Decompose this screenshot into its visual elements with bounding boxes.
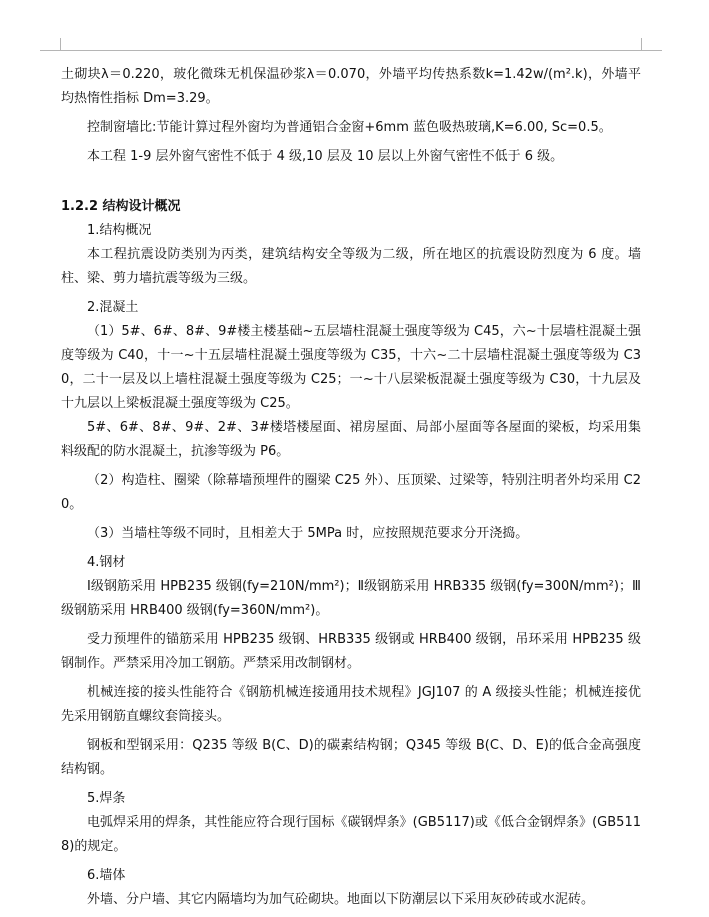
crop-mark-right-vertical [641, 38, 642, 51]
subsection-title: 2.混凝土 [87, 300, 139, 315]
paragraph: 电弧焊采用的焊条，其性能应符合现行国标《碳钢焊条》(GB5117)或《低合金钢焊条》(GB5118)的规定。 [61, 815, 641, 854]
paragraph: 外墙、分户墙、其它内隔墙均为加气砼砌块。地面以下防潮层以下采用灰砂砖或水泥砖。 [87, 892, 595, 907]
paragraph: 土砌块λ＝0.220，玻化微珠无机保温砂浆λ＝0.070，外墙平均传热系数k=1.42w/(m².k)，外墙平均热惰性指标 Dm=3.29。 [61, 67, 641, 106]
crop-mark-right [641, 50, 662, 51]
section-heading: 1.2.2 结构设计概况 [61, 199, 181, 214]
paragraph: Ⅰ级钢筋采用 HPB235 级钢(fy=210N/mm²)；Ⅱ级钢筋采用 HRB335 级钢(fy=300N/mm²)；Ⅲ级钢筋采用 HRB400 级钢(fy=360N/mm²)。 [61, 579, 641, 618]
paragraph: 本工程 1-9 层外窗气密性不低于 4 级,10 层及 10 层以上外窗气密性不低于 6 级。 [87, 149, 564, 164]
subsection-title: 1.结构概况 [87, 223, 152, 238]
paragraph: 本工程抗震设防类别为丙类，建筑结构安全等级为二级，所在地区的抗震设防烈度为 6 度。墙柱、梁、剪力墙抗震等级为三级。 [61, 247, 641, 286]
subsection-title: 5.焊条 [87, 791, 126, 806]
paragraph: （1）5#、6#、8#、9#楼主楼基础~五层墙柱混凝土强度等级为 C45，六~十层墙柱混凝土强度等级为 C40，十一~十五层墙柱混凝土强度等级为 C35，十六~二十层墙柱混凝土强度等级为 C30，二十一层及以上墙柱混凝土强度等级为 C25；一~十八层梁板混凝土强度等级为 C30，十九层及十九层以上梁板混凝土强度等级为 C25。 [61, 324, 641, 411]
subsection-title: 4.钢材 [87, 555, 126, 570]
paragraph: （3）当墙柱等级不同时，且相差大于 5MPa 时，应按照规范要求分开浇捣。 [87, 526, 529, 541]
crop-mark-left [40, 50, 61, 51]
paragraph: 控制窗墙比:节能计算过程外窗均为普通铝合金窗+6mm 蓝色吸热玻璃,K=6.00, Sc=0.5。 [87, 120, 612, 135]
subsection-title: 6.墙体 [87, 868, 126, 883]
paragraph: 5#、6#、8#、9#、2#、3#楼塔楼屋面、裙房屋面、局部小屋面等各屋面的梁板，均采用集料级配的防水混凝土，抗渗等级为 P6。 [61, 420, 641, 459]
paragraph: 机械连接的接头性能符合《钢筋机械连接通用技术规程》JGJ107 的 A 级接头性能；机械连接优先采用钢筋直螺纹套筒接头。 [61, 685, 641, 724]
header-rule [61, 50, 641, 51]
document-body [61, 63, 641, 912]
paragraph: （2）构造柱、圈梁（除幕墙预埋件的圈梁 C25 外）、压顶梁、过梁等，特别注明者外均采用 C20。 [61, 473, 641, 512]
paragraph: 钢板和型钢采用：Q235 等级 B(C、D)的碳素结构钢；Q345 等级 B(C、D、E)的低合金高强度结构钢。 [61, 738, 641, 777]
paragraph: 受力预埋件的锚筋采用 HPB235 级钢、HRB335 级钢或 HRB400 级钢，吊环采用 HPB235 级钢制作。严禁采用冷加工钢筋。严禁采用改制钢材。 [61, 632, 641, 671]
